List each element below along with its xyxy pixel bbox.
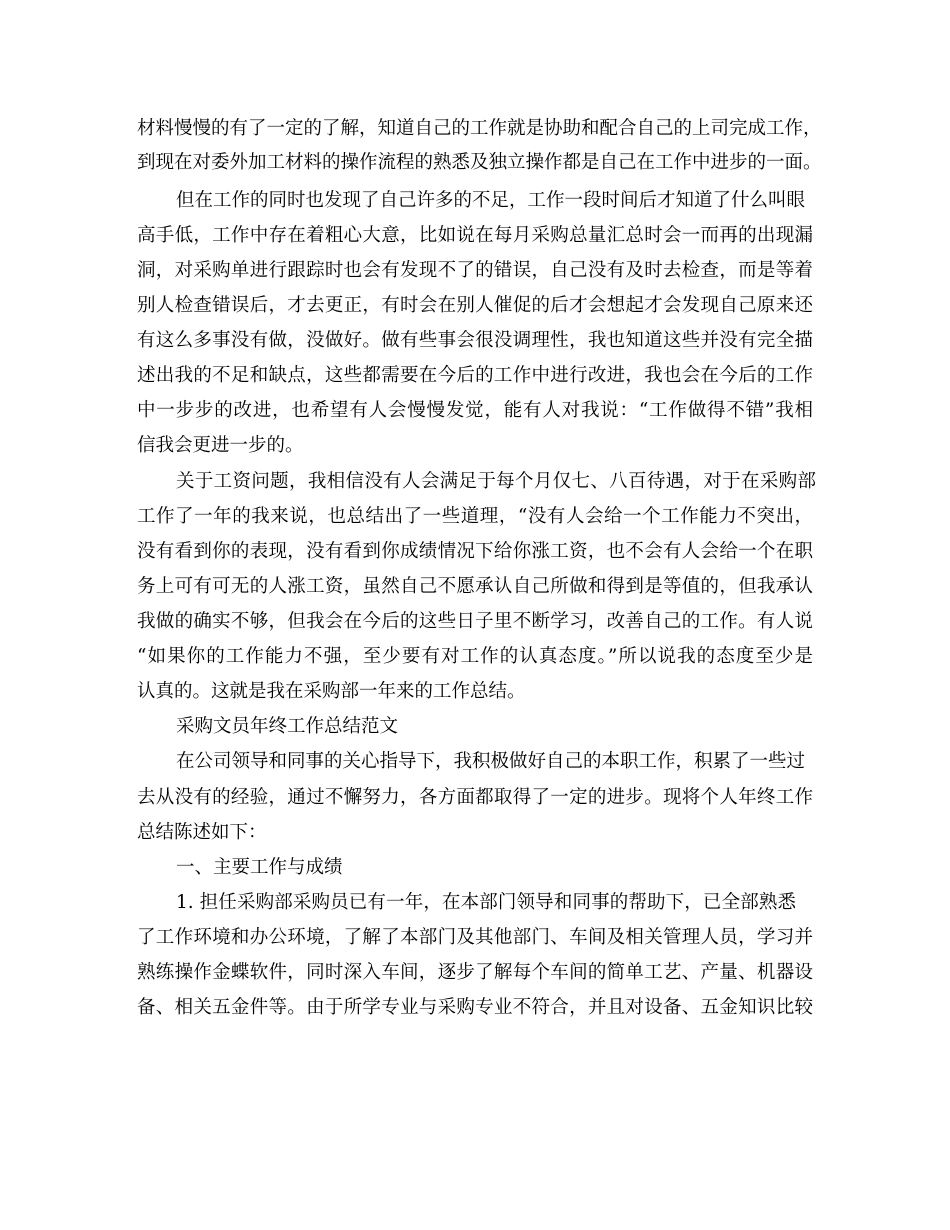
- text-line: 到现在对委外加工材料的操作流程的熟悉及独立操作都是自己在工作中进步的一面。: [137, 152, 822, 173]
- text-line: 材料慢慢的有了一定的了解，知道自己的工作就是协助和配合自己的上司完成工作，: [137, 118, 822, 139]
- paragraph-last-line: 总结陈述如下：: [137, 822, 267, 843]
- text-line: 工作了一年的我来说，也总结出了一些道理，“没有人会给一个工作能力不突出，: [137, 506, 813, 527]
- text-line: 别人检查错误后，才去更正，有时会在别人催促的后才会想起才会发现自己原来还: [137, 295, 813, 316]
- text-line: 我做的确实不够，但我会在今后的这些日子里不断学习，改善自己的工作。有人说: [137, 611, 813, 632]
- paragraph-first-line: 1. 担任采购部采购员已有一年，在本部门领导和同事的帮助下，已全部熟悉: [176, 892, 796, 913]
- paragraph-last-line: 信我会更进一步的。: [137, 435, 304, 456]
- text-line: 有这么多事没有做，没做好。做有些事会很没调理性，我也知道这些并没有完全描: [137, 330, 813, 351]
- section-heading: 一、主要工作与成绩: [176, 857, 343, 878]
- text-line: 备、相关五金件等。由于所学专业与采购专业不符合，并且对设备、五金知识比较: [137, 997, 813, 1018]
- paragraph-first-line: 关于工资问题，我相信没有人会满足于每个月仅七、八百待遇，对于在采购部: [176, 471, 816, 492]
- text-line: 熟练操作金蝶软件，同时深入车间，逐步了解每个车间的简单工艺、产量、机器设: [137, 962, 813, 983]
- text-line: 中一步步的改进，也希望有人会慢慢发觉，能有人对我说：“工作做得不错”我相: [137, 400, 813, 421]
- paragraph-first-line: 但在工作的同时也发现了自己许多的不足，工作一段时间后才知道了什么叫眼: [176, 190, 806, 211]
- text-line: 述出我的不足和缺点，这些都需要在今后的工作中进行改进，我也会在今后的工作: [137, 365, 813, 386]
- text-line: 高手低，工作中存在着粗心大意，比如说在每月采购总量汇总时会一而再的出现漏: [137, 225, 813, 246]
- section-title: 采购文员年终工作总结范文: [176, 716, 399, 737]
- text-line: “如果你的工作能力不强，至少要有对工作的认真态度。”所以说我的态度至少是: [137, 646, 813, 667]
- paragraph-last-line: 认真的。这就是我在采购部一年来的工作总结。: [137, 681, 526, 702]
- text-line: 没有看到你的表现，没有看到你成绩情况下给你涨工资，也不会有人会给一个在职: [137, 541, 813, 562]
- paragraph-first-line: 在公司领导和同事的关心指导下，我积极做好自己的本职工作，积累了一些过: [176, 751, 806, 772]
- text-line: 洞，对采购单进行跟踪时也会有发现不了的错误，自己没有及时去检查，而是等着: [137, 260, 813, 281]
- text-line: 了工作环境和办公环境，了解了本部门及其他部门、车间及相关管理人员，学习并: [137, 927, 813, 948]
- text-line: 去从没有的经验，通过不懈努力，各方面都取得了一定的进步。现将个人年终工作: [137, 787, 813, 808]
- text-line: 务上可有可无的人涨工资，虽然自己不愿承认自己所做和得到是等值的，但我承认: [137, 576, 813, 597]
